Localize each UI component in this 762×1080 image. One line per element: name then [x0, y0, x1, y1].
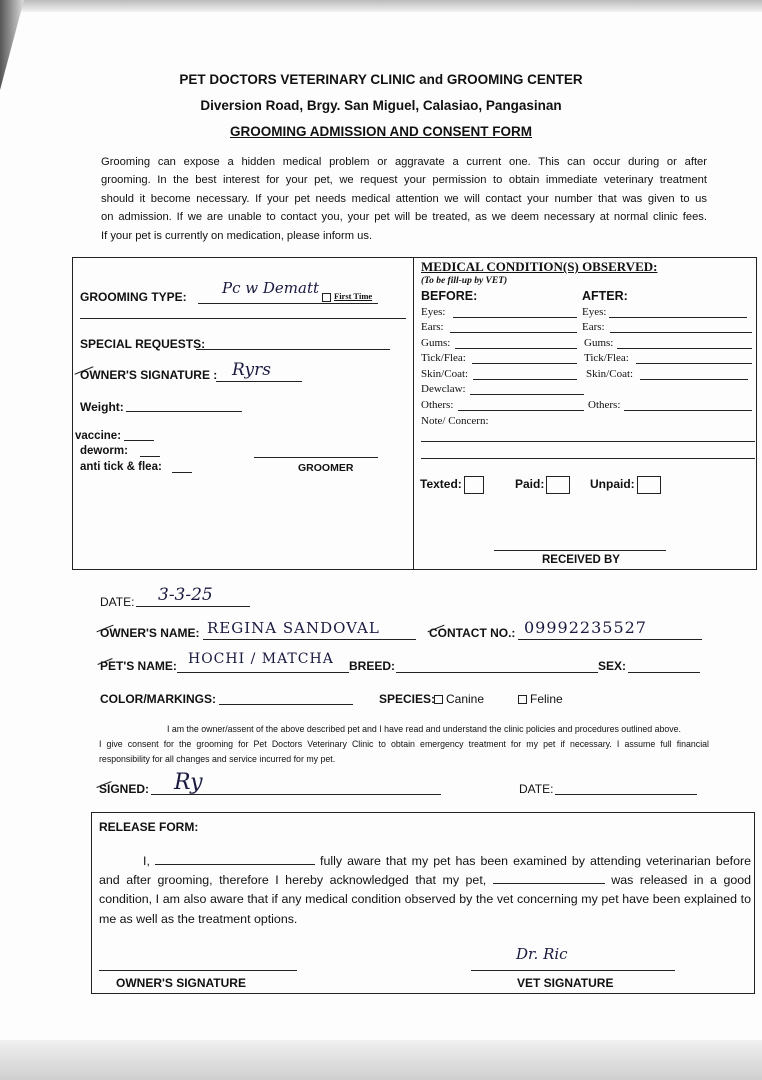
- release-owner-signature-label: OWNER'S SIGNATURE: [116, 976, 246, 990]
- weight-line[interactable]: [126, 411, 242, 412]
- breed-line[interactable]: [396, 672, 598, 673]
- species-label: SPECIES:: [379, 692, 436, 706]
- release-pet-name-blank[interactable]: [493, 871, 605, 884]
- consent-date-label: DATE:: [519, 782, 554, 796]
- release-i: I,: [143, 854, 150, 868]
- unpaid-label: Unpaid:: [590, 477, 635, 492]
- after-eyes-label: Eyes:: [582, 306, 607, 318]
- texted-checkbox[interactable]: [464, 476, 484, 494]
- color-markings-label: COLOR/MARKINGS:: [100, 692, 216, 706]
- form-title: GROOMING ADMISSION AND CONSENT FORM: [230, 124, 532, 139]
- before-others-line[interactable]: [458, 410, 584, 411]
- special-requests-label: SPECIAL REQUESTS:: [80, 337, 206, 351]
- after-label: AFTER:: [582, 289, 628, 303]
- consent-date-line[interactable]: [555, 794, 697, 795]
- intro-line: Grooming can expose a hidden medical problem or aggravate a current one. This can occur during or after: [101, 156, 707, 168]
- consent-paragraph: [99, 722, 709, 767]
- before-gums-line[interactable]: [455, 348, 577, 349]
- paid-field: [515, 476, 570, 494]
- canine-checkbox[interactable]: [434, 695, 443, 704]
- antitick-line[interactable]: [172, 472, 192, 473]
- special-requests-line[interactable]: [196, 349, 390, 350]
- release-text-a: fully aware that my pet has been examined by attending veterinarian before and after grooming, therefore I hereby acknowledged that my pet,: [99, 854, 751, 888]
- before-tickflea-line[interactable]: [472, 363, 577, 364]
- release-owner-name-blank[interactable]: [155, 852, 315, 865]
- contact-line[interactable]: [518, 639, 702, 640]
- weight-label: Weight:: [80, 400, 124, 414]
- before-dewclaw-label: Dewclaw:: [421, 383, 466, 395]
- consent-line: responsibility for all changes and service incurred for my pet.: [99, 754, 336, 764]
- groomer-line[interactable]: [254, 457, 378, 458]
- vet-signature-label: VET SIGNATURE: [517, 976, 614, 990]
- after-others-line[interactable]: [624, 410, 752, 411]
- vaccine-label: vaccine:: [75, 430, 122, 442]
- vet-signature-value: Dr. Ric: [516, 945, 568, 963]
- before-gums-label: Gums:: [421, 337, 451, 349]
- unpaid-checkbox[interactable]: [637, 476, 661, 494]
- release-paragraph: [99, 852, 751, 929]
- date-line[interactable]: [136, 606, 250, 607]
- before-skincoat-label: Skin/Coat:: [421, 368, 469, 380]
- pet-name-label: PET'S NAME:: [100, 659, 177, 673]
- after-others-label: Others:: [588, 399, 621, 411]
- contact-label: CONTACT NO.:: [429, 626, 516, 640]
- owner-signature-value: Ryrs: [232, 360, 271, 380]
- owner-name-value: REGINA SANDOVAL: [207, 619, 380, 637]
- medical-title: MEDICAL CONDITION(S) OBSERVED:: [421, 259, 658, 274]
- contact-value: 09992235527: [524, 618, 647, 637]
- after-ears-label: Ears:: [582, 321, 605, 333]
- intro-paragraph: [101, 153, 707, 245]
- first-time-label: First Time: [334, 291, 373, 301]
- before-dewclaw-line[interactable]: [470, 394, 584, 395]
- before-ears-label: Ears:: [421, 321, 444, 333]
- signed-value: Ry: [174, 770, 203, 795]
- after-skincoat-label: Skin/Coat:: [586, 368, 634, 380]
- consent-line: I give consent for the grooming for Pet Doctors Veterinary Clinic to obtain emergency treatment for my pet if necessary. I assume full financial: [99, 739, 709, 749]
- pet-name-line[interactable]: [177, 672, 349, 673]
- paid-label: Paid:: [515, 477, 545, 492]
- before-skincoat-line[interactable]: [473, 379, 577, 380]
- grooming-type-value[interactable]: Pc w Dematt: [222, 279, 319, 297]
- owner-name-line[interactable]: [203, 639, 416, 640]
- page-bottom-shadow: [0, 1040, 762, 1080]
- deworm-label: deworm:: [80, 445, 128, 457]
- intro-line: on admission. If we are unable to contact you, your pet will be treated, as we deem necessary at normal clinic fees.: [101, 211, 707, 224]
- species-feline-option[interactable]: [518, 692, 563, 706]
- grooming-type-label: GROOMING TYPE:: [80, 290, 187, 304]
- after-tickflea-label: Tick/Flea:: [584, 352, 629, 364]
- after-skincoat-line[interactable]: [640, 379, 748, 380]
- before-tickflea-label: Tick/Flea:: [421, 352, 466, 364]
- clinic-name: PET DOCTORS VETERINARY CLINIC and GROOMING CENTER: [179, 72, 583, 87]
- before-eyes-line[interactable]: [453, 317, 577, 318]
- after-tickflea-line[interactable]: [636, 363, 752, 364]
- owner-signature-label: OWNER'S SIGNATURE :: [80, 368, 218, 382]
- color-markings-line[interactable]: [219, 704, 353, 705]
- consent-line: I am the owner/assent of the above described pet and I have read and understand the clinic policies and procedures outlined above.: [167, 724, 681, 734]
- grooming-type-extra-line: [80, 318, 406, 319]
- after-gums-label: Gums:: [584, 337, 614, 349]
- admission-box-divider: [413, 258, 414, 569]
- groomer-label: GROOMER: [298, 462, 354, 474]
- canine-label: Canine: [446, 692, 485, 706]
- intro-line: grooming. In the best interest for your pet, we request your permission to obtain immediate veterinary treatment: [101, 174, 707, 187]
- after-ears-line[interactable]: [610, 332, 752, 333]
- medical-subtitle: (To be fill-up by VET): [421, 276, 508, 286]
- before-others-label: Others:: [421, 399, 454, 411]
- texted-field: [420, 476, 484, 494]
- release-title: RELEASE FORM:: [99, 820, 199, 834]
- before-ears-line[interactable]: [450, 332, 577, 333]
- species-canine-option[interactable]: [434, 692, 484, 706]
- note-line-1[interactable]: [421, 441, 755, 442]
- grooming-type-line: [198, 303, 378, 304]
- deworm-line[interactable]: [140, 456, 160, 457]
- intro-line: If your pet is currently on medication, please inform us.: [101, 229, 373, 242]
- paid-checkbox[interactable]: [546, 476, 570, 494]
- first-time-option[interactable]: [322, 291, 372, 302]
- intro-line: should it become necessary. If your pet needs medical attention we will contact your number that was given to us: [101, 192, 707, 205]
- antitick-label: anti tick & flea:: [80, 461, 162, 473]
- feline-label: Feline: [530, 692, 563, 706]
- note-line-2[interactable]: [421, 458, 755, 459]
- owner-signature-line[interactable]: [216, 381, 302, 382]
- date-value: 3-3-25: [158, 585, 213, 605]
- first-time-checkbox[interactable]: [322, 293, 331, 302]
- before-label: BEFORE:: [421, 289, 478, 303]
- texted-label: Texted:: [420, 477, 462, 492]
- date-label: DATE:: [100, 595, 135, 609]
- before-eyes-label: Eyes:: [421, 306, 446, 318]
- after-eyes-line[interactable]: [609, 317, 747, 318]
- received-by-label: RECEIVED BY: [542, 554, 620, 566]
- page-top-shadow: [0, 0, 762, 12]
- vaccine-line[interactable]: [124, 440, 154, 441]
- release-owner-signature-line[interactable]: [99, 970, 297, 971]
- unpaid-field: [590, 476, 661, 494]
- sex-label: SEX:: [598, 659, 627, 673]
- after-gums-line[interactable]: [617, 348, 752, 349]
- vet-signature-line[interactable]: [471, 970, 675, 971]
- pet-name-value: HOCHI / MATCHA: [188, 651, 334, 667]
- owner-name-label: OWNER'S NAME:: [100, 626, 200, 640]
- note-concern-label: Note/ Concern:: [421, 415, 489, 427]
- release-text-b: was released in a good condition, I am also aware that if any medical condition observed by the vet concerning my pet have been explained to me as well as the treatment options.: [99, 873, 752, 926]
- breed-label: BREED:: [349, 659, 396, 673]
- sex-line[interactable]: [628, 672, 700, 673]
- clinic-address: Diversion Road, Brgy. San Miguel, Calasiao, Pangasinan: [200, 98, 562, 113]
- received-by-line[interactable]: [494, 550, 666, 551]
- signed-label: SIGNED:: [99, 782, 150, 796]
- feline-checkbox[interactable]: [518, 695, 527, 704]
